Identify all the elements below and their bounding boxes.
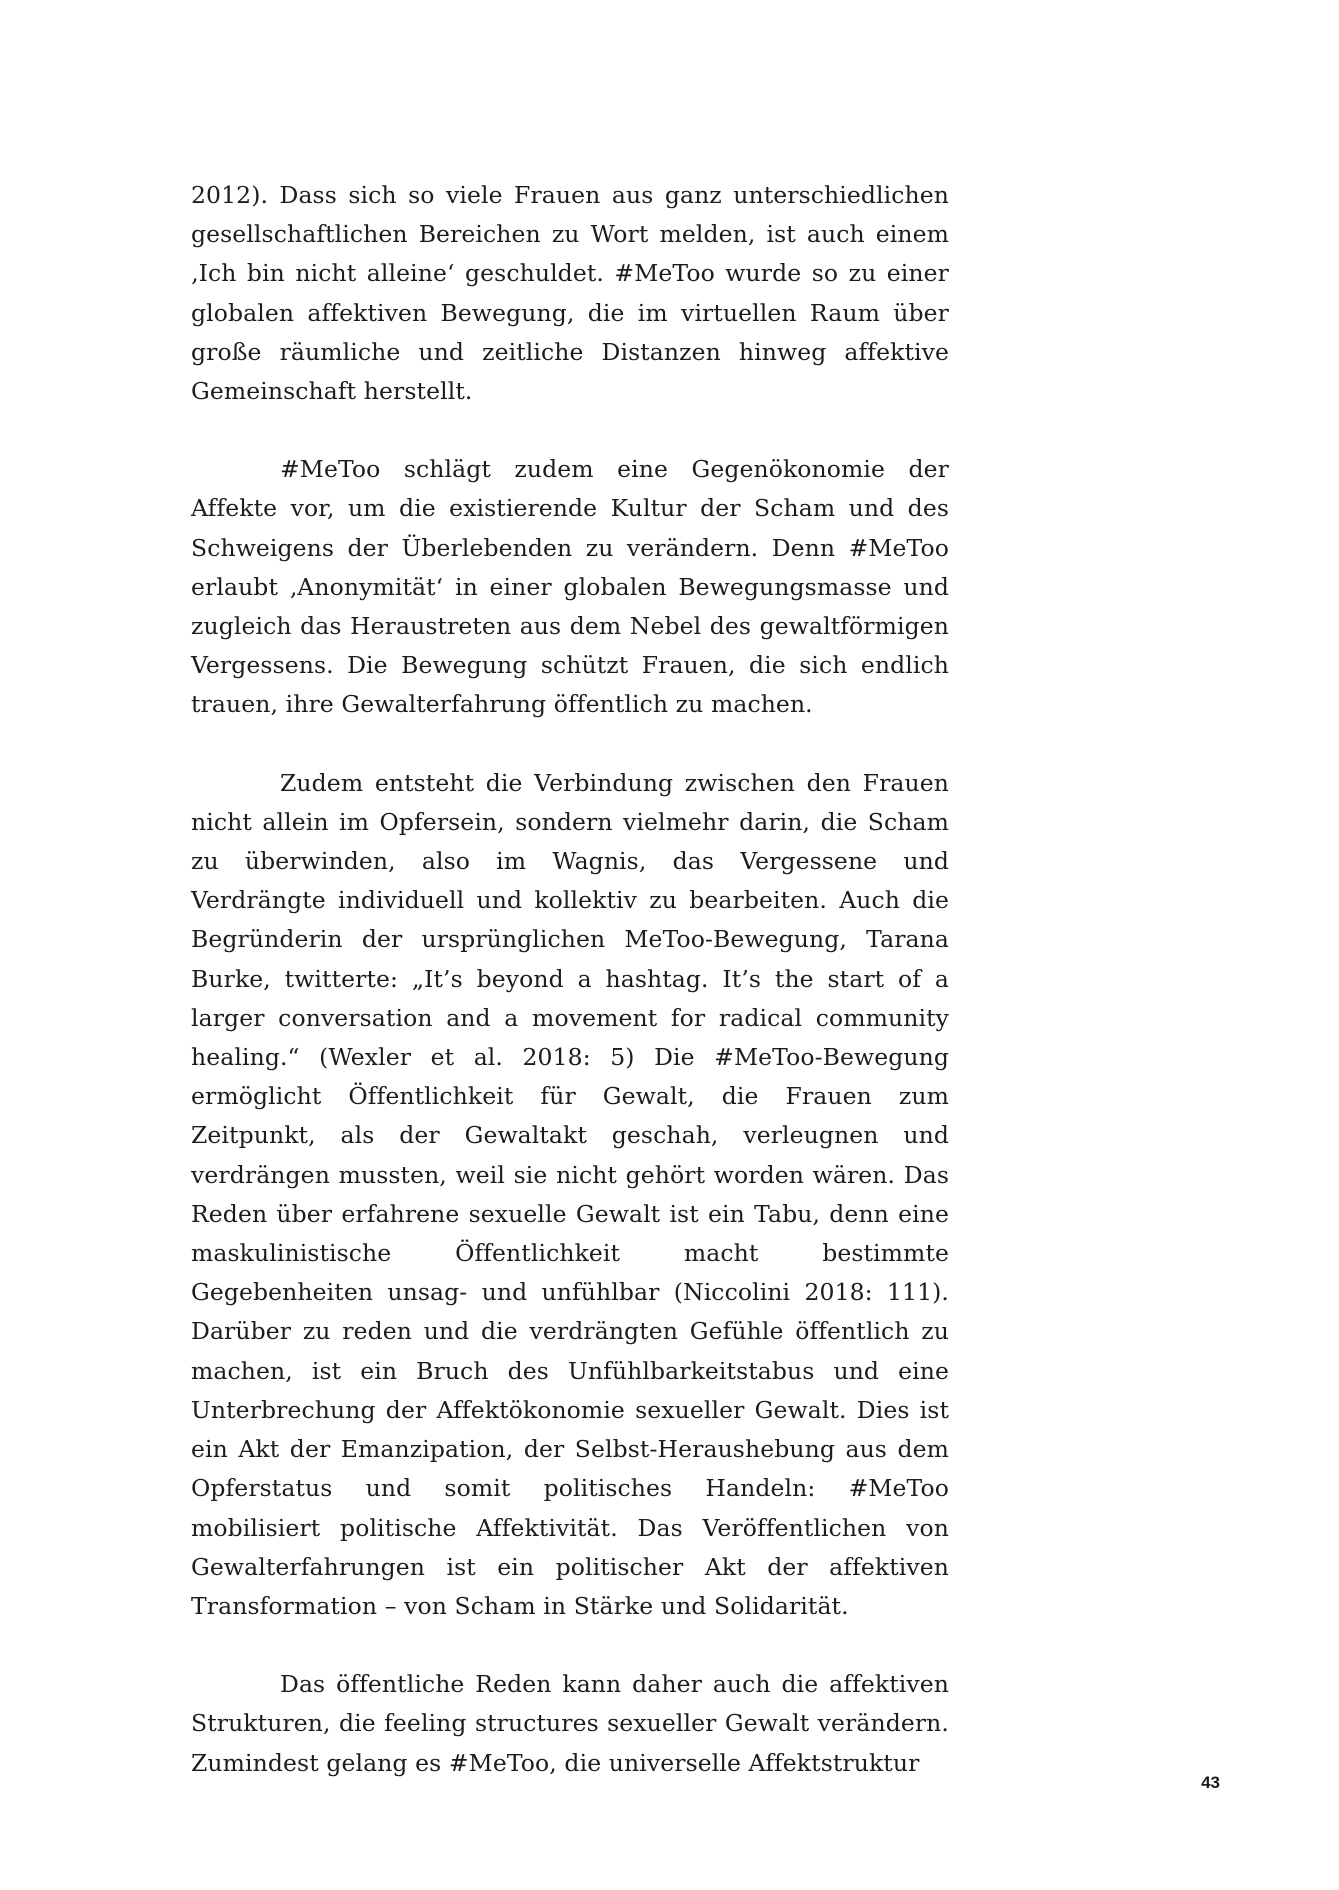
paragraph-2: #MeToo schlägt zudem eine Gegenökonomie der Affekte vor, um die existierende Kultur der Scham und des Schweigens der Überlebenden zu verändern. Denn #MeToo erlaubt ‚Anonymität‘ in einer globalen Bewegungsmasse und zugleich das Heraustreten aus dem Nebel des gewaltförmigen Vergessens. Die Bewegung schützt Frauen, die sich endlich trauen, ihre Gewalterfahrung öffentlich zu machen. <box>191 455 949 719</box>
page-number: 43 <box>1201 1773 1220 1792</box>
body-text <box>191 176 949 1783</box>
paragraph-3: Zudem entsteht die Verbindung zwischen den Frauen nicht allein im Opfersein, sondern vielmehr darin, die Scham zu überwinden, also im Wagnis, das Vergessene und Verdrängte individuell und kollektiv zu bearbeiten. Auch die Begründerin der ursprünglichen MeToo-Bewegung, Tarana Burke, twitterte: „It’s beyond a hashtag. It’s the start of a larger conversation and a movement for radical community healing.“ (Wexler et al. 2018: 5) Die #MeToo-Bewegung ermöglicht Öffentlichkeit für Gewalt, die Frauen zum Zeitpunkt, als der Gewaltakt geschah, verleugnen und verdrängen mussten, weil sie nicht gehört worden wären. Das Reden über erfahrene sexuelle Gewalt ist ein Tabu, denn eine maskulinistische Öffentlichkeit macht bestimmte Gegebenheiten unsag- und unfühlbar (Niccolini 2018: 111). Darüber zu reden und die verdrängten Gefühle öffentlich zu machen, ist ein Bruch des Unfühlbarkeitstabus und eine Unterbrechung der Affektökonomie sexueller Gewalt. Dies ist ein Akt der Emanzipation, der Selbst-Heraushebung aus dem Opferstatus und somit politisches Handeln: #MeToo mobilisiert politische Affektivität. Das Veröffentlichen von Gewalterfahrungen ist ein politischer Akt der affektiven Transformation – von Scham in Stärke und Solidarität. <box>191 768 949 1620</box>
paragraph-1: 2012). Dass sich so viele Frauen aus ganz unterschiedlichen gesellschaftlichen Bereichen zu Wort melden, ist auch einem ‚Ich bin nicht alleine‘ geschuldet. #MeToo wurde so zu einer globalen affektiven Bewegung, die im virtuellen Raum über große räumliche und zeitliche Distanzen hinweg affektive Gemeinschaft herstellt. <box>191 181 949 406</box>
paragraph-4: Das öffentliche Reden kann daher auch die affektiven Strukturen, die feeling structures sexueller Gewalt verändern. Zumindest gelang es #MeToo, die universelle Affektstruktur <box>191 1670 949 1777</box>
